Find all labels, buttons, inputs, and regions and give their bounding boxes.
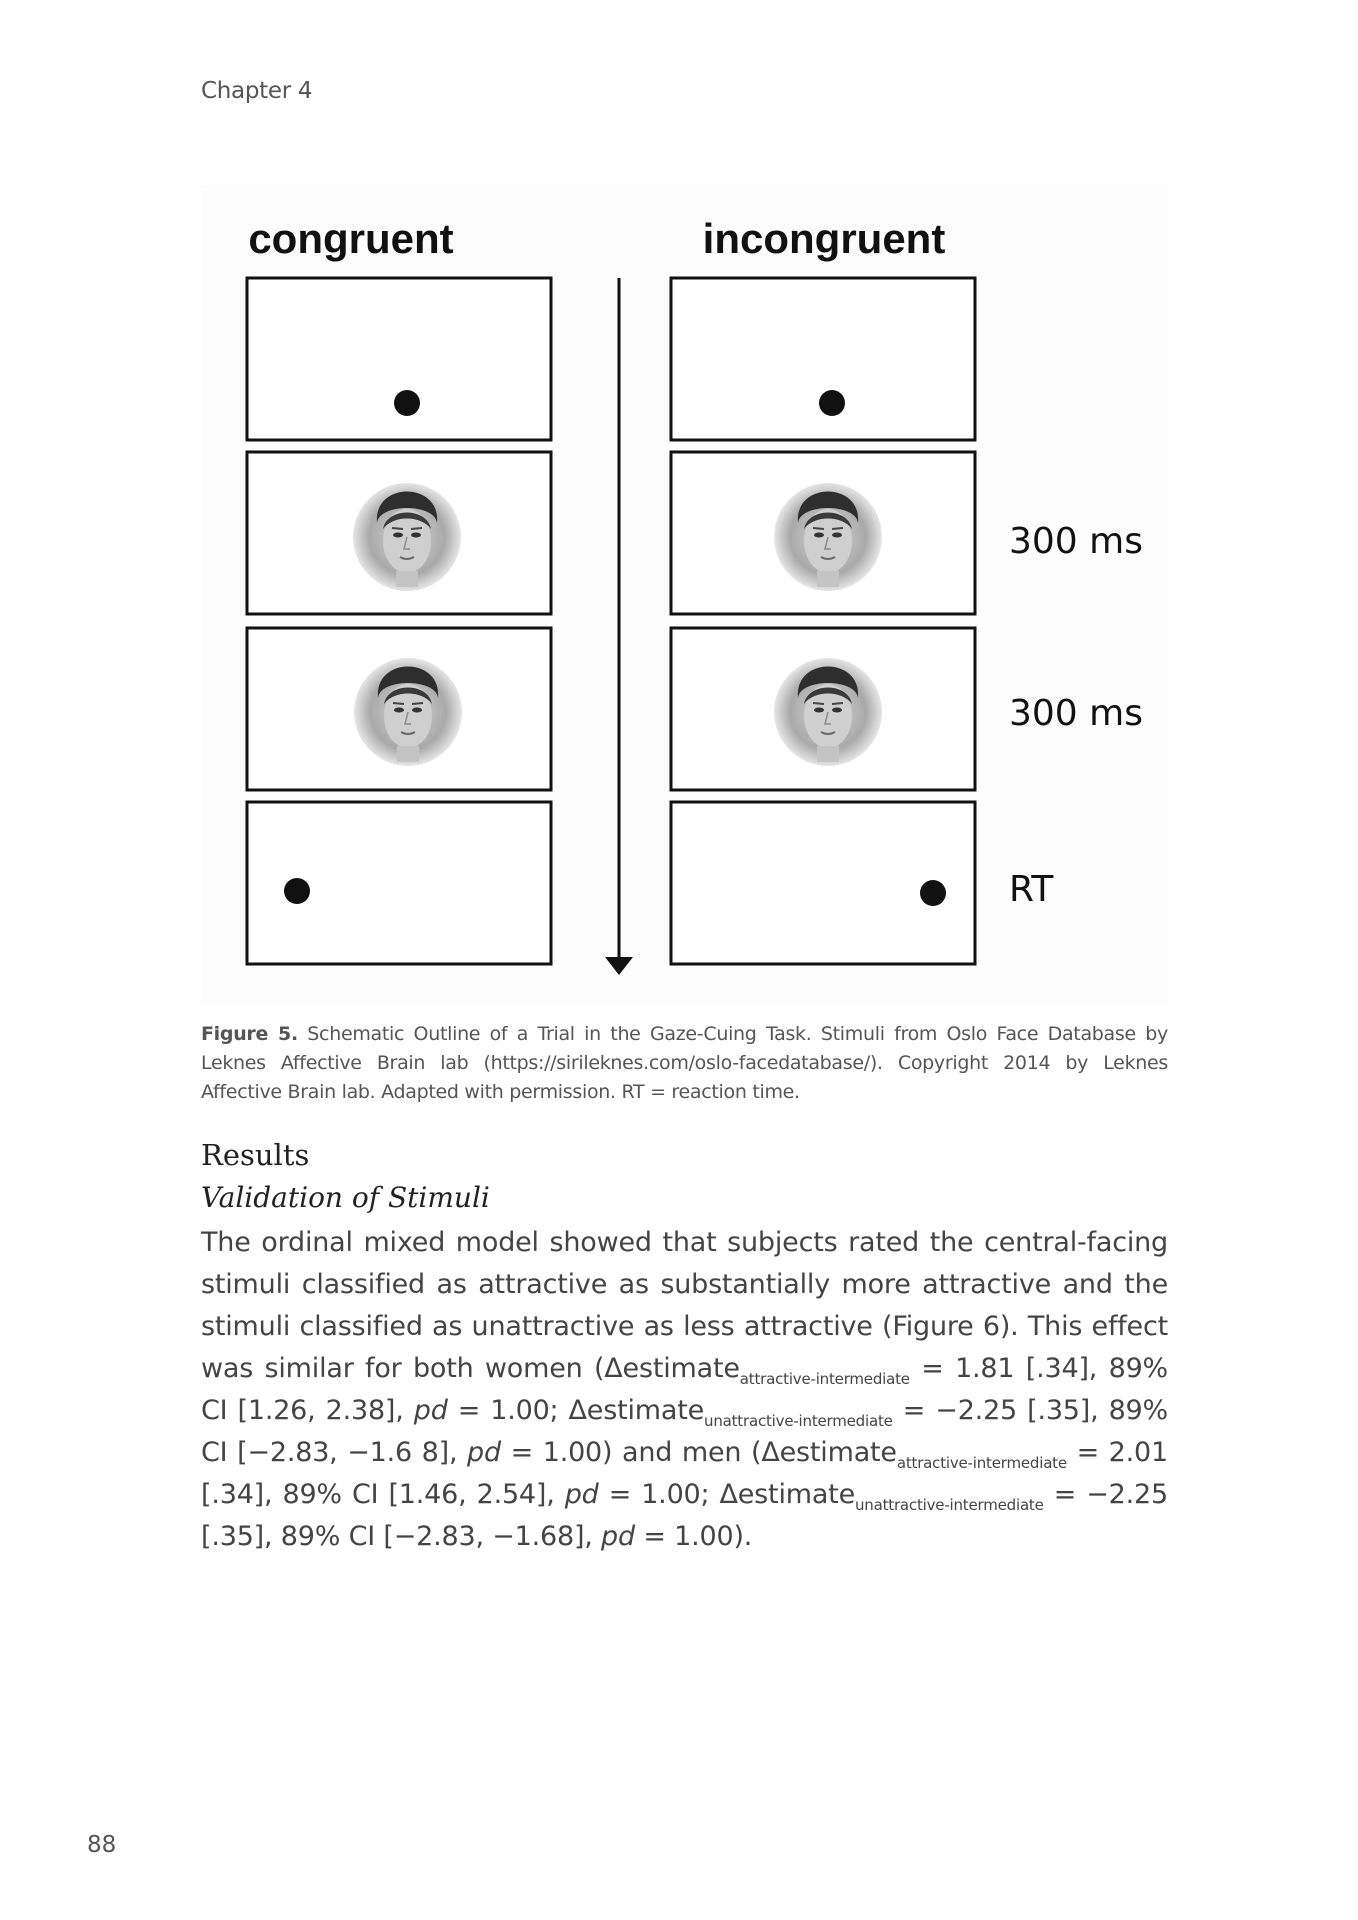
- figure-label: Figure 5.: [201, 1023, 298, 1045]
- page-number: 88: [87, 1832, 117, 1858]
- panel-incongruent-fixation: [671, 278, 975, 440]
- pd-symbol: pd: [601, 1521, 635, 1552]
- fixation-dot-congruent: [394, 390, 420, 416]
- face-stimulus-incongruent-1: [774, 483, 882, 591]
- paragraph-text: = 1.00) and men (Δestimate: [500, 1437, 897, 1468]
- running-head: Chapter 4: [201, 78, 313, 104]
- face-stimulus-incongruent-2: [774, 658, 882, 766]
- target-dot-congruent: [284, 878, 310, 904]
- subscript: unattractive-intermediate: [704, 1412, 893, 1430]
- pd-symbol: pd: [564, 1479, 599, 1510]
- section-heading: Results: [201, 1138, 310, 1172]
- paragraph-text: = 1.00; Δestimate: [447, 1395, 705, 1426]
- figure-caption-text: Schematic Outline of a Trial in the Gaze-Cuing Task. Stimuli from Oslo Face Database by Leknes Affective Brain lab (https://sirileknes.com/oslo-facedatabase/). Copyright 2014 by Leknes Affective Brain lab. Adapted with permission. RT = reaction time.: [201, 1023, 1168, 1103]
- face-stimulus-congruent-1: [353, 483, 461, 591]
- target-dot-incongruent: [920, 880, 946, 906]
- subscript: attractive-intermediate: [739, 1370, 910, 1388]
- paragraph-text: = 1.81 [.34], 89% CI [1.26, 2.38],: [201, 1353, 1168, 1426]
- figure-caption: [201, 1020, 1168, 1107]
- subscript: attractive-intermediate: [896, 1454, 1067, 1472]
- pd-symbol: pd: [467, 1437, 501, 1468]
- paragraph-text: = 1.00).: [634, 1521, 753, 1552]
- timing-label-face: 300 ms: [1009, 521, 1143, 562]
- paragraph-text: = 2.01 [.34], 89% CI [1.46, 2.54],: [201, 1437, 1168, 1510]
- fixation-dot-incongruent: [819, 390, 845, 416]
- column-title-incongruent: incongruent: [702, 215, 946, 262]
- paragraph-text: = 1.00; Δestimate: [598, 1479, 855, 1510]
- subscript: unattractive-intermediate: [854, 1496, 1044, 1514]
- subsection-heading: Validation of Stimuli: [201, 1181, 490, 1214]
- paragraph-text: = −2.25 [.35], 89% CI [−2.83, −1.6 8],: [201, 1395, 1168, 1468]
- panel-congruent-fixation: [247, 278, 551, 440]
- face-stimulus-congruent-2: [354, 658, 462, 766]
- column-title-congruent: congruent: [248, 215, 454, 262]
- pd-symbol: pd: [413, 1395, 448, 1426]
- results-paragraph: [201, 1222, 1168, 1558]
- trial-schematic: [201, 185, 1168, 1005]
- timing-label-gaze: 300 ms: [1009, 693, 1143, 734]
- time-arrow: [605, 278, 633, 975]
- figure-5: [201, 185, 1168, 1005]
- paragraph-text: The ordinal mixed model showed that subjects rated the central-facing stimuli classified as attractive as substantially more attractive and the stimuli classified as unattractive as less attractive (Figure 6). This effect was similar for both women (Δestimate: [201, 1227, 1168, 1384]
- timing-label-rt: RT: [1009, 869, 1054, 910]
- paragraph-text: = −2.25 [.35], 89% CI [−2.83, −1.68],: [201, 1479, 1168, 1552]
